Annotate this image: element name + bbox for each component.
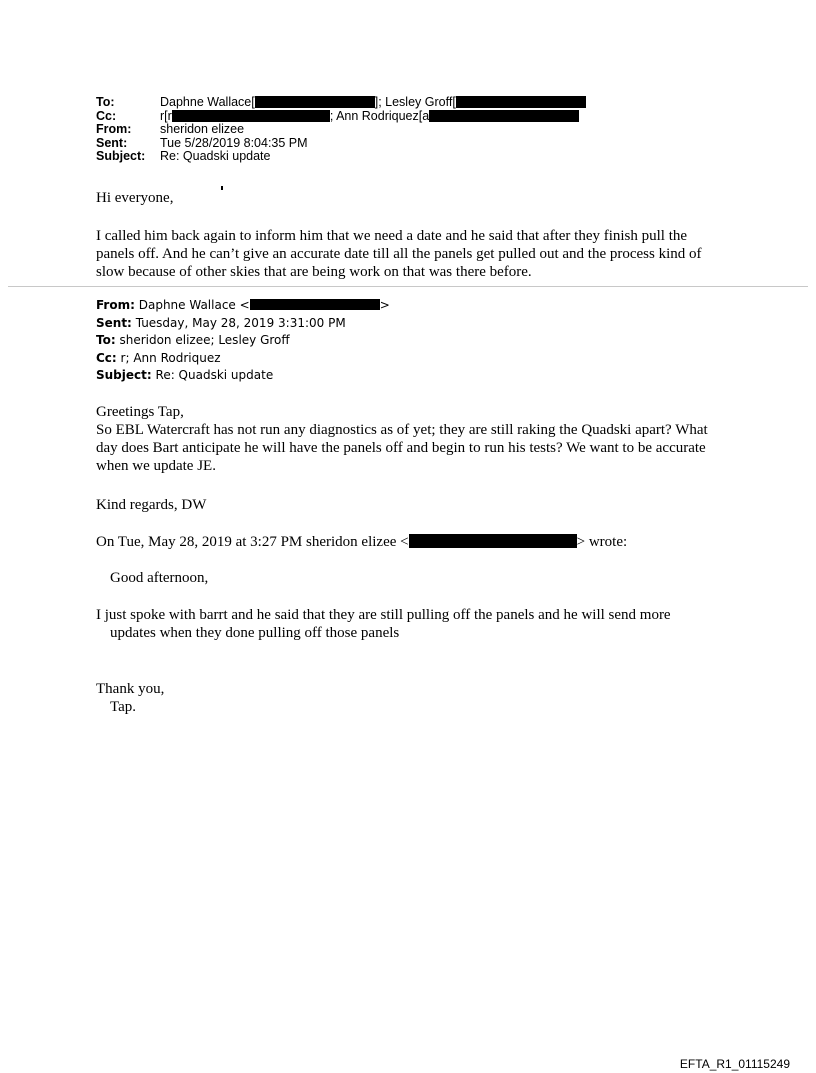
earlier-attribution <box>96 533 627 551</box>
sent-value: Tue 5/28/2019 8:04:35 PM <box>160 135 308 150</box>
from-row <box>96 123 586 137</box>
from-label: From: <box>96 122 132 136</box>
quoted-subject-label: Subject: <box>96 368 152 383</box>
earlier-body <box>96 606 671 642</box>
quoted-from-tail: > <box>379 298 390 312</box>
from-value: sheridon elizee <box>160 122 245 136</box>
earlier-greeting: Good afternoon, <box>110 570 209 586</box>
quoted-to-value: sheridon elizee; Lesley Groff <box>119 333 290 348</box>
cc-row <box>96 110 586 124</box>
quoted-from-row <box>96 297 390 315</box>
subject-label: Subject: <box>96 149 146 163</box>
sent-row <box>96 137 586 151</box>
quoted-from-label: From: <box>96 298 135 312</box>
quoted-subject-row <box>96 367 390 385</box>
sent-label: Sent: <box>96 135 128 150</box>
quoted-to-row <box>96 332 390 350</box>
quoted-signoff: Kind regards, DW <box>96 497 207 513</box>
to-value-2: ]; Lesley Groff[ <box>374 95 456 109</box>
earlier-body-line-1: I just spoke with barrt and he said that they are still pulling off the panels and he will send more <box>96 607 671 623</box>
quoted-header <box>96 297 390 385</box>
subject-value: Re: Quadski update <box>160 149 271 163</box>
divider <box>8 286 808 287</box>
message-body: I called him back again to inform him that we need a date and he said that after they finish pull the panels off. And he can’t give an accurate date till all the panels get pulled out and the process kind of slow because of other skies that are being work on that was there before. <box>96 228 702 280</box>
earlier-name: Tap. <box>110 699 137 715</box>
quoted-from-value: Daphne Wallace < <box>138 298 250 312</box>
earlier-thanks: Thank you, <box>96 681 165 697</box>
quoted-subject-value: Re: Quadski update <box>155 368 274 383</box>
quoted-greeting: Greetings Tap, <box>96 404 184 420</box>
to-row <box>96 96 586 110</box>
cc-label: Cc: <box>96 108 117 123</box>
to-label: To: <box>96 95 115 109</box>
stray-mark <box>221 186 223 190</box>
quoted-cc-label: Cc: <box>96 350 117 365</box>
subject-row <box>96 150 586 164</box>
redaction-bar <box>172 110 330 122</box>
quoted-sent-value: Tuesday, May 28, 2019 3:31:00 PM <box>135 315 346 330</box>
redaction-bar <box>250 299 380 310</box>
redaction-bar <box>456 96 586 108</box>
document-id: EFTA_R1_01115249 <box>679 1057 790 1071</box>
email-header <box>96 96 586 164</box>
quoted-cc-value: r; Ann Rodriquez <box>120 350 221 365</box>
earlier-body-line-2: updates when they done pulling off those panels <box>110 625 400 641</box>
attribution-text-1: On Tue, May 28, 2019 at 3:27 PM sheridon elizee < <box>96 534 409 550</box>
quoted-sent-label: Sent: <box>96 315 132 330</box>
redaction-bar <box>429 110 579 122</box>
cc-value-1: r[r <box>160 108 172 123</box>
quoted-cc-row <box>96 350 390 368</box>
attribution-text-2: > wrote: <box>576 534 628 550</box>
redaction-bar <box>409 534 577 548</box>
cc-value-2: ; Ann Rodriquez[a <box>329 108 430 123</box>
to-value-1: Daphne Wallace[ <box>160 95 255 109</box>
quoted-to-label: To: <box>96 333 116 348</box>
redaction-bar <box>255 96 375 108</box>
greeting: Hi everyone, <box>96 190 174 206</box>
quoted-sent-row <box>96 315 390 333</box>
quoted-body: So EBL Watercraft has not run any diagnostics as of yet; they are still raking the Quadski apart? What day does Bart anticipate he will have the panels off and begin to run his tests? We want to be accurate when we update JE. <box>96 422 708 474</box>
